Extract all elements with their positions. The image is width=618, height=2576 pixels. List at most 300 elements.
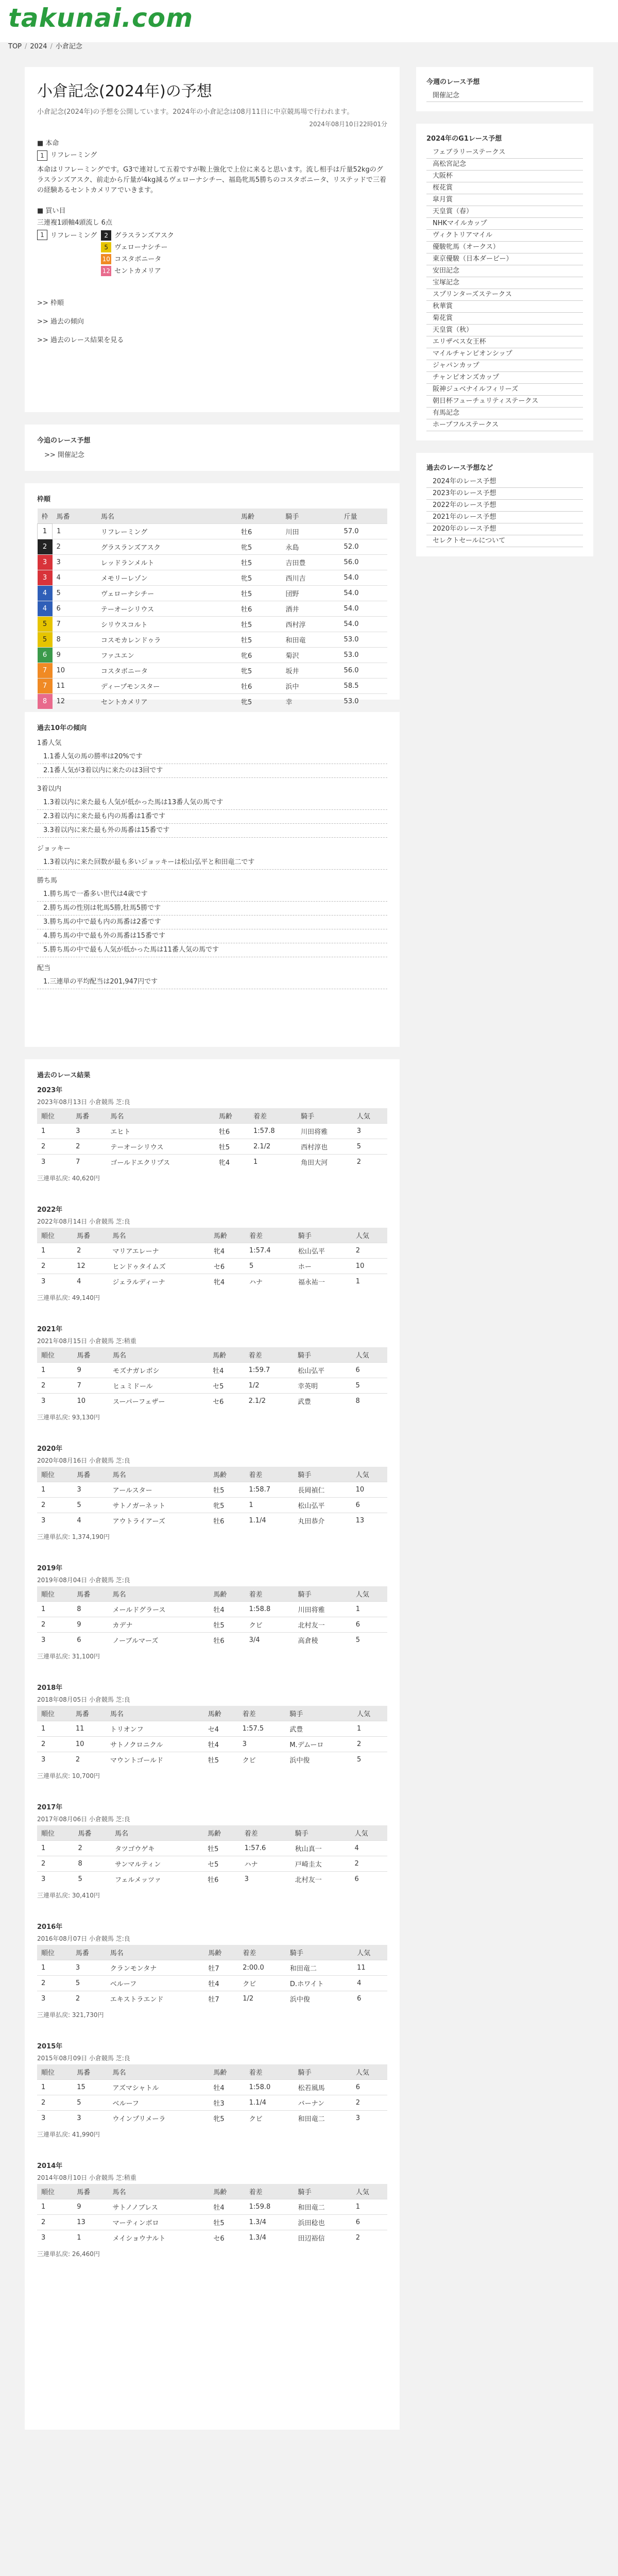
article-link[interactable]: >> 過去のレース結果を見る — [37, 336, 124, 344]
table-cell: 牝4 — [210, 1274, 245, 1290]
result-payout: 三連単払戻: 31,100円 — [37, 1653, 100, 1660]
table-cell: 6 — [350, 1872, 387, 1887]
trend-group-heading: 勝ち馬 — [37, 877, 58, 885]
result-col-header: 騎手 — [294, 1467, 351, 1482]
trend-group-heading: 1番人気 — [37, 739, 62, 747]
sidebar-past — [416, 453, 593, 556]
axis-name: リフレーミング — [50, 231, 97, 240]
sidebar-link[interactable]: 宝塚記念 — [426, 277, 583, 289]
result-col-header: 騎手 — [294, 2184, 352, 2199]
table-cell: 11 — [53, 679, 97, 694]
pick-text: 本命はリフレーミングです。G3で連対して五着ですが鞍上強化で上位に来ると思います。流し相手は斤量52kgのグラスランズアスク、前走から斤量が4kg減るヴェローナシチー、福島牝馬5勝ちのコスタボニータ、リステッドで三着の経験あるセントカメリアでいきます。 — [37, 165, 386, 194]
table-cell: 3 — [53, 555, 97, 570]
table-row — [38, 663, 388, 679]
table-cell: クランモンタナ — [106, 1960, 204, 1976]
table-cell: 1:59.7 — [245, 1363, 294, 1378]
table-cell: メールドグラース — [109, 1602, 210, 1617]
table-cell: 53.0 — [340, 632, 387, 648]
table-cell: 2 — [352, 1243, 387, 1259]
table-cell: 8 — [74, 1856, 111, 1872]
table-cell: 牝5 — [237, 694, 281, 709]
table-cell: 1 — [37, 1482, 73, 1498]
result-payout: 三連単払戻: 30,410円 — [37, 1892, 100, 1899]
axis-number: 1 — [37, 230, 47, 240]
table-cell: 11 — [72, 1721, 106, 1737]
table-cell: ウインプリメーラ — [109, 2111, 210, 2126]
table-cell: 10 — [72, 1737, 106, 1752]
table-row — [37, 2095, 387, 2111]
sidebar-link[interactable]: 2020年のレース予想 — [426, 523, 583, 535]
table-cell: セ5 — [209, 1378, 244, 1394]
table-cell: 2.1/2 — [249, 1139, 297, 1155]
table-cell: 7 — [38, 663, 53, 679]
table-cell: 13 — [352, 1513, 387, 1529]
table-cell: 1.3/4 — [245, 2230, 294, 2246]
sidebar-link[interactable]: 開催記念 — [426, 90, 583, 102]
table-cell: 牡5 — [209, 1617, 245, 1633]
table-row — [37, 1752, 387, 1768]
table-cell: 3 — [37, 1752, 72, 1768]
trend-group-heading: 配当 — [37, 964, 51, 972]
result-col-header: 騎手 — [285, 1706, 353, 1721]
table-cell: サトノクロニクル — [106, 1737, 204, 1752]
table-cell: 高倉稜 — [294, 1633, 352, 1648]
trend-card — [25, 712, 400, 1047]
table-cell: 3 — [37, 1394, 73, 1409]
table-cell: 3 — [38, 570, 53, 586]
result-col-header: 馬名 — [109, 2184, 210, 2199]
result-col-header: 着差 — [245, 1467, 294, 1482]
table-cell: 和田竜二 — [294, 2199, 352, 2215]
table-cell: 牡4 — [209, 2199, 245, 2215]
table-cell: 5 — [353, 1752, 387, 1768]
table-cell: 5 — [352, 1633, 387, 1648]
entries-card — [25, 483, 400, 706]
table-cell: 浜中俊 — [285, 1752, 353, 1768]
table-cell: 川田将雅 — [294, 1602, 352, 1617]
sidebar-link[interactable]: 2024年のレース予想 — [426, 476, 583, 488]
table-cell: 6 — [351, 1363, 387, 1378]
result-year: 2022年 — [37, 1206, 63, 1214]
trend-item: 5.勝ち馬の中で最も人気が低かった馬は11番人気の馬です — [37, 943, 387, 957]
result-col-header: 馬番 — [73, 1347, 108, 1363]
table-cell: カデナ — [109, 1617, 210, 1633]
table-cell: スーパーフェザー — [109, 1394, 209, 1409]
table-cell: 6 — [352, 1617, 387, 1633]
table-cell: サトノノブレス — [109, 2199, 210, 2215]
table-cell: 1 — [37, 2080, 73, 2095]
table-row — [37, 1872, 387, 1887]
table-cell: 浜中 — [281, 679, 339, 694]
table-cell: 福永祐一 — [294, 1274, 352, 1290]
table-cell: ハナ — [245, 1274, 294, 1290]
partner-name: グラスランズアスク — [114, 231, 174, 240]
result-col-header: 馬番 — [73, 1228, 108, 1243]
result-col-header: 馬名 — [109, 1347, 209, 1363]
table-row — [37, 1482, 387, 1498]
table-cell: 長岡禎仁 — [294, 1482, 351, 1498]
table-cell: 15 — [73, 2080, 108, 2095]
result-col-header: 順位 — [37, 1467, 73, 1482]
result-col-header: 順位 — [37, 1228, 73, 1243]
table-cell: サトノガーネット — [109, 1498, 209, 1513]
result-year: 2014年 — [37, 2162, 63, 2170]
sidebar — [416, 67, 593, 569]
table-cell: 9 — [73, 1363, 108, 1378]
table-cell: 3 — [72, 1960, 106, 1976]
result-col-header: 順位 — [37, 1825, 74, 1841]
entries-col-header: 斤量 — [340, 509, 387, 524]
result-col-header: 騎手 — [294, 1586, 352, 1602]
trend-group-heading: 3着以内 — [37, 785, 62, 793]
buy-desc: 三連複1頭軸4頭流し 6点 — [37, 218, 112, 227]
table-cell: 6 — [73, 1633, 108, 1648]
sidebar-link[interactable]: 2023年のレース予想 — [426, 488, 583, 500]
table-cell: クビ — [238, 1752, 286, 1768]
result-table — [37, 1586, 387, 1648]
table-row — [37, 1721, 387, 1737]
table-cell: コスモカレンドゥラ — [97, 632, 237, 648]
table-cell: 8 — [73, 1602, 108, 1617]
table-cell: 3 — [37, 1991, 72, 2007]
result-col-header: 騎手 — [294, 2064, 352, 2080]
table-cell: 7 — [38, 679, 53, 694]
result-payout: 三連単払戻: 10,700円 — [37, 1772, 100, 1780]
result-year: 2023年 — [37, 1087, 63, 1094]
sidebar-link[interactable]: 天皇賞（秋） — [426, 325, 583, 336]
table-cell: 2 — [37, 1139, 72, 1155]
table-cell: ハナ — [241, 1856, 291, 1872]
table-cell: 6 — [352, 2080, 387, 2095]
result-payout: 三連単払戻: 49,140円 — [37, 1294, 100, 1301]
table-cell: 牡6 — [237, 524, 281, 539]
table-cell: 浜田稔也 — [294, 2215, 352, 2230]
article-date: 2024年08月10日22時01分 — [309, 121, 387, 128]
table-cell: 丸田恭介 — [294, 1513, 351, 1529]
result-table — [37, 1347, 387, 1409]
table-cell: 牝5 — [209, 1498, 245, 1513]
table-cell: アズマシャトル — [109, 2080, 210, 2095]
result-col-header: 人気 — [352, 1467, 387, 1482]
sidebar-link[interactable]: セレクトセールについて — [426, 535, 583, 547]
sidebar-link[interactable]: 朝日杯フューチュリティステークス — [426, 396, 583, 408]
table-cell: 4 — [38, 586, 53, 601]
table-cell: 10 — [73, 1394, 108, 1409]
table-cell: 秋山真一 — [291, 1841, 351, 1856]
result-col-header: 着差 — [245, 1586, 294, 1602]
sidebar-today — [416, 67, 593, 111]
result-year: 2020年 — [37, 1445, 63, 1453]
table-cell: 2 — [38, 539, 53, 555]
result-col-header: 着差 — [245, 2064, 294, 2080]
result-year: 2015年 — [37, 2043, 63, 2050]
table-cell: 2 — [37, 1498, 73, 1513]
table-cell: 54.0 — [340, 570, 387, 586]
table-cell: 田辺裕信 — [294, 2230, 352, 2246]
article-card — [25, 67, 400, 412]
sidebar-link[interactable]: 2022年のレース予想 — [426, 500, 583, 512]
sidebar-link[interactable]: 大阪杯 — [426, 171, 583, 182]
sidebar-link[interactable]: ヴィクトリアマイル — [426, 230, 583, 242]
table-cell: 2 — [72, 1752, 106, 1768]
partner-number: 5 — [101, 242, 111, 252]
table-row — [37, 1841, 387, 1856]
result-table — [37, 1228, 387, 1289]
table-row — [38, 601, 388, 617]
table-cell: 1 — [37, 1602, 73, 1617]
table-cell: 4 — [73, 1274, 108, 1290]
sidebar-link[interactable]: フェブラリーステークス — [426, 147, 583, 159]
result-race-info: 2015年08月09日 小倉競馬 芝:良 — [37, 2055, 130, 2062]
table-cell: 56.0 — [340, 663, 387, 679]
result-table — [37, 1945, 387, 2006]
table-cell: 2 — [37, 1856, 74, 1872]
table-cell: 3 — [238, 1737, 286, 1752]
table-cell: エキストラエンド — [106, 1991, 204, 2007]
table-cell: 5 — [353, 1139, 387, 1155]
sidebar-past-heading: 過去のレース予想など — [426, 464, 493, 472]
table-cell: 武豊 — [294, 1394, 352, 1409]
result-race-info: 2019年08月04日 小倉競馬 芝:良 — [37, 1577, 130, 1584]
table-cell: 永島 — [281, 539, 339, 555]
sidebar-link[interactable]: 桜花賞 — [426, 182, 583, 194]
sidebar-link[interactable]: 優駿牝馬（オークス） — [426, 242, 583, 253]
table-cell: 1 — [37, 1124, 72, 1139]
table-cell: 1 — [37, 1243, 73, 1259]
article-lead: 小倉記念(2024年)の予想を公開しています。2024年の小倉記念は08月11日に中京競馬場で行われます。 — [37, 108, 354, 116]
table-row — [38, 555, 388, 570]
entries-table — [37, 509, 387, 709]
table-row — [38, 648, 388, 663]
table-cell: 1 — [53, 524, 97, 539]
table-cell: 2 — [37, 1259, 73, 1274]
result-col-header: 馬名 — [109, 1586, 210, 1602]
table-cell: 牡4 — [209, 1363, 244, 1378]
table-row — [38, 617, 388, 632]
result-col-header: 人気 — [352, 1586, 387, 1602]
sidebar-link[interactable]: ホープフルステークス — [426, 419, 583, 431]
sidebar-link[interactable]: 菊花賞 — [426, 313, 583, 325]
partner-number: 10 — [101, 254, 111, 264]
table-cell: 1:58.8 — [245, 1602, 294, 1617]
table-cell: テーオーシリウス — [106, 1139, 215, 1155]
result-col-header: 騎手 — [291, 1825, 351, 1841]
table-cell: 牡5 — [203, 1841, 241, 1856]
trend-item: 3.勝ち馬の中で最も内の馬番は2番です — [37, 916, 387, 929]
table-row — [38, 524, 388, 539]
table-cell: 武豊 — [285, 1721, 353, 1737]
table-cell: 牡6 — [237, 601, 281, 617]
buy-combination — [37, 230, 387, 277]
sidebar-link[interactable]: ジャパンカップ — [426, 360, 583, 372]
results-heading: 過去のレース結果 — [37, 1072, 91, 1079]
result-payout: 三連単払戻: 93,130円 — [37, 1414, 100, 1421]
table-cell: 3 — [37, 1633, 73, 1648]
sidebar-link[interactable]: 安田記念 — [426, 265, 583, 277]
table-cell: 6 — [53, 601, 97, 617]
table-cell: 6 — [353, 1991, 387, 2007]
table-cell: ホー — [294, 1259, 352, 1274]
table-cell: ベルーフ — [109, 2095, 210, 2111]
table-cell: 1 — [352, 1274, 387, 1290]
article-link[interactable]: >> 過去の傾向 — [37, 317, 84, 326]
sidebar-link[interactable]: 高松宮記念 — [426, 159, 583, 171]
table-cell: 1 — [37, 2199, 73, 2215]
table-cell: 浜中俊 — [286, 1991, 353, 2007]
table-cell: 1 — [352, 2199, 387, 2215]
entries-col-header: 騎手 — [281, 509, 339, 524]
table-cell: ヒンドゥタイムズ — [108, 1259, 210, 1274]
table-cell: 2 — [53, 539, 97, 555]
sidebar-link[interactable]: 阪神ジュベナイルフィリーズ — [426, 384, 583, 396]
table-cell: 2 — [72, 1139, 106, 1155]
site-logo[interactable]: takunai.com — [8, 3, 194, 33]
trend-item: 1.3着以内に来た最も人気が低かった馬は13番人気の馬です — [37, 796, 387, 810]
result-col-header: 馬番 — [72, 1706, 106, 1721]
table-cell: D.ホワイト — [286, 1976, 353, 1991]
pick-number: 1 — [37, 150, 47, 161]
breadcrumb-current: 小倉記念 — [55, 43, 82, 50]
table-cell: 7 — [72, 1155, 106, 1170]
result-col-header: 順位 — [37, 1108, 72, 1124]
article-links — [37, 298, 387, 346]
table-cell: 3 — [38, 555, 53, 570]
table-cell: 牝6 — [237, 648, 281, 663]
table-row — [38, 679, 388, 694]
table-cell: 北村友一 — [294, 1617, 352, 1633]
table-cell: 1 — [245, 1498, 294, 1513]
table-cell: コスタボニータ — [97, 663, 237, 679]
page-title: 小倉記念(2024年)の予想 — [37, 82, 212, 100]
result-year: 2021年 — [37, 1326, 63, 1333]
sidebar-link[interactable]: エリザベス女王杯 — [426, 336, 583, 348]
table-cell: 3 — [37, 1274, 73, 1290]
breadcrumb-top[interactable]: TOP — [8, 43, 22, 50]
partner-number: 2 — [101, 230, 111, 241]
table-cell: 1.3/4 — [245, 2215, 294, 2230]
table-cell: 菊沢 — [281, 648, 339, 663]
table-cell: 2 — [353, 1155, 387, 1170]
table-cell: 13 — [73, 2215, 108, 2230]
table-cell: 52.0 — [340, 539, 387, 555]
table-cell: 9 — [53, 648, 97, 663]
table-cell: 8 — [38, 694, 53, 709]
result-payout: 三連単払戻: 26,460円 — [37, 2250, 100, 2258]
table-cell: 1:58.7 — [245, 1482, 294, 1498]
table-cell: 54.0 — [340, 601, 387, 617]
table-cell: 牝5 — [237, 570, 281, 586]
result-col-header: 馬名 — [106, 1945, 204, 1960]
result-col-header: 馬名 — [109, 2064, 210, 2080]
result-col-header: 順位 — [37, 2064, 73, 2080]
sidebar-link[interactable]: チャンピオンズカップ — [426, 372, 583, 384]
result-payout: 三連単払戻: 40,620円 — [37, 1175, 100, 1182]
table-cell: 4 — [53, 570, 97, 586]
table-cell: 1 — [353, 1721, 387, 1737]
result-table — [37, 1108, 387, 1170]
table-cell: 牡6 — [209, 1513, 245, 1529]
table-cell: 牡6 — [203, 1872, 241, 1887]
today-card — [25, 425, 400, 471]
table-cell: 58.5 — [340, 679, 387, 694]
sidebar-link[interactable]: スプリンターズステークス — [426, 289, 583, 301]
sidebar-link[interactable]: 皐月賞 — [426, 194, 583, 206]
table-cell: 牡5 — [209, 1482, 245, 1498]
table-cell: 西村淳也 — [297, 1139, 353, 1155]
table-cell: 2 — [37, 1378, 73, 1394]
table-cell: 7 — [53, 617, 97, 632]
table-cell: 北村友一 — [291, 1872, 351, 1887]
table-cell: 9 — [73, 2199, 108, 2215]
table-cell: テーオーシリウス — [97, 601, 237, 617]
entries-col-header: 馬名 — [97, 509, 237, 524]
table-cell: 3 — [352, 2111, 387, 2126]
sidebar-link[interactable]: NHKマイルカップ — [426, 218, 583, 230]
result-col-header: 馬齢 — [215, 1108, 249, 1124]
result-col-header: 馬齢 — [204, 1706, 238, 1721]
table-cell: 松若風馬 — [294, 2080, 352, 2095]
today-link[interactable]: >> 開催記念 — [44, 451, 84, 459]
result-col-header: 人気 — [353, 1706, 387, 1721]
table-cell: 松山弘平 — [294, 1243, 352, 1259]
table-cell: 幸英明 — [294, 1378, 352, 1394]
table-cell: グラスランズアスク — [97, 539, 237, 555]
table-cell: 1.1/4 — [245, 2095, 294, 2111]
result-col-header: 馬名 — [111, 1825, 203, 1841]
table-cell: 1:58.0 — [245, 2080, 294, 2095]
entries-heading: 枠順 — [37, 496, 51, 503]
table-row — [37, 1124, 387, 1139]
sidebar-link[interactable]: 秋華賞 — [426, 301, 583, 313]
table-cell: 坂井 — [281, 663, 339, 679]
result-year: 2019年 — [37, 1565, 63, 1572]
table-cell: 1:57.6 — [241, 1841, 291, 1856]
result-col-header: 馬番 — [73, 1467, 108, 1482]
table-cell: 1:57.8 — [249, 1124, 297, 1139]
table-cell: バーナン — [294, 2095, 352, 2111]
sidebar-link[interactable]: 天皇賞（春） — [426, 206, 583, 218]
entries-col-header: 馬番 — [53, 509, 97, 524]
table-cell: セ4 — [204, 1721, 238, 1737]
result-col-header: 人気 — [350, 1825, 387, 1841]
table-row — [37, 1991, 387, 2007]
table-cell: 6 — [38, 648, 53, 663]
sidebar-link[interactable]: 東京優駿（日本ダービー） — [426, 253, 583, 265]
table-cell: 2 — [73, 1243, 108, 1259]
sidebar-link[interactable]: 有馬記念 — [426, 408, 583, 419]
table-row — [37, 1737, 387, 1752]
table-cell: 2 — [74, 1841, 111, 1856]
table-cell: 1 — [37, 1363, 73, 1378]
result-col-header: 馬名 — [106, 1108, 215, 1124]
result-race-info: 2016年08月07日 小倉競馬 芝:良 — [37, 1935, 130, 1942]
table-cell: ジェラルディーナ — [108, 1274, 210, 1290]
table-cell: ヒュミドール — [109, 1378, 209, 1394]
table-cell: 和田竜 — [281, 632, 339, 648]
main-column — [25, 67, 400, 2430]
sidebar-link[interactable]: マイルチャンピオンシップ — [426, 348, 583, 360]
sidebar-link[interactable]: 2021年のレース予想 — [426, 512, 583, 523]
article-link[interactable]: >> 枠順 — [37, 299, 64, 307]
table-cell: 1:59.8 — [245, 2199, 294, 2215]
table-cell: 54.0 — [340, 617, 387, 632]
result-col-header: 馬名 — [106, 1706, 204, 1721]
table-cell: 牝5 — [209, 2111, 245, 2126]
breadcrumb-year[interactable]: 2024 — [30, 43, 47, 50]
partner-number: 12 — [101, 266, 111, 276]
table-cell: 3 — [37, 1872, 74, 1887]
table-row — [37, 1139, 387, 1155]
